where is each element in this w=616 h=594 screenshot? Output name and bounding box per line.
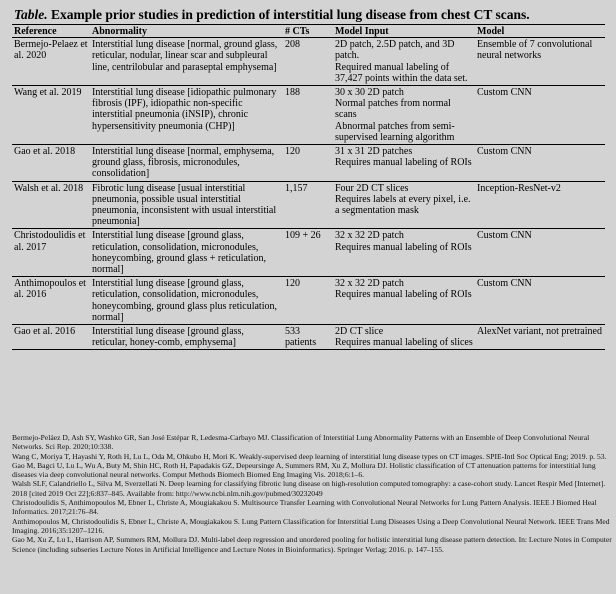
header-reference: Reference <box>12 25 90 38</box>
table-row <box>12 229 605 277</box>
model-input-line: 2D CT slice <box>335 326 384 338</box>
cell-model: Ensemble of 7 convolutional neural networks <box>475 38 605 86</box>
table-title-lead: Table. <box>14 7 48 22</box>
model-input-line: Requires labels at every pixel, i.e. a segmentation mask <box>335 193 471 217</box>
cell-model-input <box>333 38 475 86</box>
cell-model: Custom CNN <box>475 229 605 277</box>
cell-abnormality: Interstitial lung disease [idiopathic pulmonary fibrosis (IPF), idiopathic non-specific interstitial pneumonia (iNSIP), chronic hypersensitivity pneumonia (CHP)] <box>90 86 283 145</box>
model-input-line: Requires manual labeling of ROIs <box>335 289 472 301</box>
cell-abnormality: Interstitial lung disease [normal, emphysema, ground glass, fibrosis, micronodules, consolidation] <box>90 145 283 182</box>
header-abnormality: Abnormality <box>90 25 283 38</box>
model-input-line: 30 x 30 2D patch <box>335 87 404 99</box>
table-row <box>12 38 605 86</box>
cell-reference: Gao et al. 2016 <box>12 325 90 350</box>
cell-cts: 533 patients <box>283 325 333 350</box>
model-input-line: Requires manual labeling of ROIs <box>335 241 472 253</box>
cell-reference: Gao et al. 2018 <box>12 145 90 182</box>
reference-entry: Gao M, Xu Z, Lu L, Harrison AP, Summers RM, Mollura DJ. Multi-label deep regression and unordered pooling for holistic interstitial lung disease pattern detection. In: Lecture Notes in Computer Science (including subseries Lecture Notes in Artificial Intelligence and Lecture Notes in Bioinformatics). Springer Verlag; 2016. p. 147–155. <box>12 535 612 554</box>
model-input-line: 32 x 32 2D patch <box>335 278 404 290</box>
model-input-line: 2D patch, 2.5D patch, and 3D patch. <box>335 39 455 62</box>
cell-reference: Wang et al. 2019 <box>12 86 90 145</box>
cell-model-input <box>333 86 475 145</box>
cell-reference: Walsh et al. 2018 <box>12 181 90 229</box>
cell-abnormality: Interstitial lung disease [ground glass, reticulation, consolidation, micronodules, honeycombing, ground glass + reticulation, normal] <box>90 229 283 277</box>
cell-abnormality: Fibrotic lung disease [usual interstitial pneumonia, possible usual interstitial pneumonia, inconsistent with usual interstitial pneumonia] <box>90 181 283 229</box>
table-row <box>12 145 605 182</box>
cell-model-input <box>333 229 475 277</box>
cell-model: AlexNet variant, not pretrained <box>475 325 605 350</box>
reference-entry: Gao M, Bagci U, Lu L, Wu A, Buty M, Shin HC, Roth H, Papadakis GZ, Depeursinge A, Summers RM, Xu Z, Mollura DJ. Holistic classification of CT attenuation patterns for interstitial lung diseases via deep convolutional neural networks. Comput Methods Biomech Biomed Eng Imaging Vis. 2018;6:1–6. <box>12 460 596 480</box>
studies-table <box>12 24 605 350</box>
reference-entry: Bermejo-Peláez D, Ash SY, Washko GR, San José Estépar R, Ledesma-Carbayo MJ. Classification of Interstitial Lung Abnormality Patterns with an Ensemble of Deep Convolutional Neural Networks. Sci Rep. 2020;10:338. <box>12 433 590 452</box>
table-row <box>12 325 605 350</box>
cell-cts: 188 <box>283 86 333 145</box>
cell-reference: Anthimopoulos et al. 2016 <box>12 277 90 325</box>
cell-abnormality: Interstitial lung disease [ground glass, reticulation, consolidation, micronodules, honeycombing, ground glass plus reticulation, normal] <box>90 277 283 325</box>
model-input-line: 32 x 32 2D patch <box>335 230 404 242</box>
table-row <box>12 277 605 325</box>
cell-abnormality: Interstitial lung disease [normal, ground glass, reticular, nodular, linear scar and subpleural line, centrilobular and paraseptal emphysema] <box>90 38 283 86</box>
model-input-line: Normal patches from normal scans <box>335 98 451 121</box>
cell-model-input <box>333 145 475 182</box>
cell-cts: 120 <box>283 277 333 325</box>
table-body <box>12 38 605 350</box>
references-list <box>12 433 612 554</box>
cell-model-input <box>333 325 475 350</box>
cell-model-input <box>333 181 475 229</box>
reference-entry: Anthimopoulos M, Christodoulidis S, Ebner L, Christe A, Mougiakakou S. Lung Pattern Classification for Interstitial Lung Diseases Using a Deep Convolutional Neural Network. IEEE Trans Med Imaging. 2016;35:1207–1216. <box>12 516 610 535</box>
cell-model: Custom CNN <box>475 277 605 325</box>
model-input-line: Requires manual labeling of ROIs <box>335 157 472 169</box>
cell-cts: 1,157 <box>283 181 333 229</box>
reference-entry: Walsh SLF, Calandriello L, Silva M, Sverzellati N. Deep learning for classifying fibrotic lung disease on high-resolution computed tomography: a case-cohort study. Lancet Respir Med [Internet]. 2018 [cited 2019 Oct 22];6:837–845. Available from: http://www.ncbi.nlm.nih.gov/pubmed/30232049 <box>12 479 606 498</box>
model-input-line: Four 2D CT slices <box>335 182 409 194</box>
model-input-line: Required manual labeling of 37,427 points within the data set. <box>335 61 468 84</box>
cell-reference: Christodoulidis et al. 2017 <box>12 229 90 277</box>
header-model: Model <box>475 25 605 38</box>
reference-entry: Christodoulidis S, Anthimopoulos M, Ebner L, Christe A, Mougiakakou S. Multisource Transfer Learning with Convolutional Neural Networks for Lung Pattern Analysis. IEEE J Biomed Heal Informatics. 2017;21:76–84. <box>12 498 597 517</box>
cell-model: Custom CNN <box>475 145 605 182</box>
cell-model-input <box>333 277 475 325</box>
cell-cts: 120 <box>283 145 333 182</box>
header-model-input: Model Input <box>333 25 475 38</box>
model-input-line: Abnormal patches from semi-supervised learning algorithm <box>335 120 455 143</box>
table-header-row <box>12 25 605 38</box>
model-input-line: 31 x 31 2D patches <box>335 146 413 158</box>
cell-reference: Bermejo-Pelaez et al. 2020 <box>12 38 90 86</box>
cell-model: Custom CNN <box>475 86 605 145</box>
header-cts: # CTs <box>283 25 333 38</box>
table-row <box>12 181 605 229</box>
reference-entry: Wang C, Moriya T, Hayashi Y, Roth H, Lu L, Oda M, Ohkubo H, Mori K. Weakly-supervised deep learning of interstitial lung disease types on CT images. SPIE-Intl Soc Optical Eng; 2019. p. 53. <box>12 451 607 461</box>
table-row <box>12 86 605 145</box>
cell-cts: 208 <box>283 38 333 86</box>
cell-cts: 109 + 26 <box>283 229 333 277</box>
cell-abnormality: Interstitial lung disease [ground glass, reticular, honey-comb, emphysema] <box>90 325 283 350</box>
table-title-text: Example prior studies in prediction of interstitial lung disease from chest CT scans. <box>47 7 530 22</box>
table-title <box>14 7 530 23</box>
model-input-line: Requires manual labeling of slices <box>335 337 473 349</box>
cell-model: Inception-ResNet-v2 <box>475 181 605 229</box>
